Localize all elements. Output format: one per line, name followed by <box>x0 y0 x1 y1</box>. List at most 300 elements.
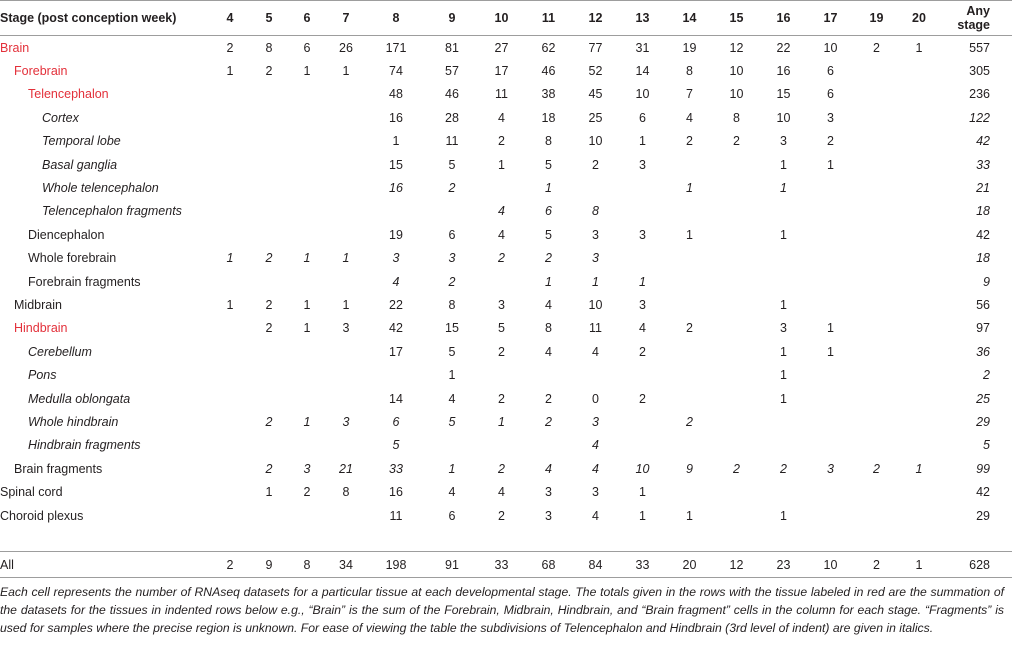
count-cell: 3 <box>780 134 787 149</box>
count-cell: 1 <box>545 274 552 289</box>
table-row <box>0 223 1012 246</box>
count-cell <box>713 223 760 246</box>
count-cell: 2 <box>498 508 505 523</box>
count-cell: 1 <box>342 297 350 312</box>
count-cell: 2 <box>545 251 552 266</box>
count-cell <box>250 106 288 129</box>
count-cell <box>326 223 366 246</box>
count-cell: 5 <box>392 438 400 453</box>
count-cell <box>210 317 250 340</box>
any-stage-total: 97 <box>976 321 990 336</box>
count-cell: 1 <box>780 391 787 406</box>
count-cell: 4 <box>498 110 505 125</box>
count-cell <box>326 106 366 129</box>
count-cell: 171 <box>385 40 407 55</box>
table-row <box>0 387 1012 410</box>
tissue-label: Spinal cord <box>0 485 63 500</box>
count-cell <box>713 270 760 293</box>
count-cell: 10 <box>823 40 838 55</box>
count-cell <box>854 434 899 457</box>
count-cell: 1 <box>592 274 599 289</box>
table-caption: Each cell represents the number of RNAseq datasets for a particular tissue at each developmental stage. The totals given in the rows with the tissue labeled in red are the summation of the datasets for the tissues in indented rows below e.g., “Brain” is the sum of the Forebrain, Midbrain, Hindbrain, and “Brain fragment” cells in the column for each stage. “Fragments” is used for samples where the precise region is unknown. For ease of viewing the table the subdivisions of Telencephalon and Hindbrain (3rd level of indent) are given in italics. <box>0 585 1004 636</box>
count-cell <box>525 434 572 457</box>
count-cell <box>713 293 760 316</box>
count-cell <box>210 457 250 480</box>
count-cell <box>854 247 899 270</box>
count-cell <box>807 480 854 503</box>
count-cell <box>899 200 939 223</box>
count-cell <box>250 200 288 223</box>
count-cell: 3 <box>392 251 400 266</box>
count-cell <box>760 200 807 223</box>
count-cell: 4 <box>592 344 599 359</box>
count-cell <box>426 200 478 223</box>
count-cell: 2 <box>265 321 273 336</box>
count-cell <box>326 504 366 527</box>
count-cell: 1 <box>303 414 311 429</box>
count-cell: 19 <box>389 227 403 242</box>
week-header: 15 <box>713 1 760 36</box>
count-cell <box>326 363 366 386</box>
count-cell: 1 <box>686 227 693 242</box>
count-cell: 8 <box>545 134 552 149</box>
table-row <box>0 270 1012 293</box>
count-cell <box>854 153 899 176</box>
count-cell: 1 <box>545 181 552 196</box>
count-cell: 57 <box>445 64 459 79</box>
count-cell <box>326 153 366 176</box>
tissue-label: Forebrain fragments <box>28 274 141 289</box>
count-cell: 3 <box>639 297 646 312</box>
table-row <box>0 200 1012 223</box>
all-count-cell: 23 <box>760 552 807 578</box>
tissue-label: Telencephalon <box>28 87 109 102</box>
count-cell: 4 <box>498 204 505 219</box>
count-cell <box>288 504 326 527</box>
count-cell: 52 <box>588 64 603 79</box>
count-cell: 3 <box>303 461 311 476</box>
count-cell <box>619 363 666 386</box>
table-row <box>0 36 1012 60</box>
count-cell: 2 <box>498 461 505 476</box>
all-count-cell: 91 <box>426 552 478 578</box>
table-row <box>0 176 1012 199</box>
count-cell <box>899 293 939 316</box>
count-cell: 3 <box>342 321 350 336</box>
count-cell: 1 <box>265 485 273 500</box>
count-cell <box>854 83 899 106</box>
count-cell <box>713 387 760 410</box>
any-stage-total: 36 <box>976 344 990 359</box>
count-cell <box>899 504 939 527</box>
count-cell <box>478 363 525 386</box>
count-cell <box>210 153 250 176</box>
count-cell: 2 <box>265 297 273 312</box>
count-cell: 3 <box>639 157 646 172</box>
count-cell: 3 <box>827 461 834 476</box>
count-cell <box>666 293 713 316</box>
count-cell <box>288 83 326 106</box>
count-cell <box>619 176 666 199</box>
week-header: 13 <box>619 1 666 36</box>
count-cell: 14 <box>389 391 403 406</box>
count-cell <box>666 247 713 270</box>
count-cell <box>854 223 899 246</box>
count-cell: 6 <box>392 414 400 429</box>
all-count-cell: 9 <box>250 552 288 578</box>
count-cell <box>713 480 760 503</box>
tissue-label: Basal ganglia <box>42 157 118 172</box>
count-cell <box>807 410 854 433</box>
count-cell: 1 <box>915 461 923 476</box>
count-cell: 1 <box>226 251 234 266</box>
count-cell <box>713 153 760 176</box>
count-cell: 6 <box>448 508 456 523</box>
count-cell <box>899 387 939 410</box>
count-cell <box>899 434 939 457</box>
any-stage-total: 122 <box>969 110 990 125</box>
tissue-label: Brain <box>0 40 30 55</box>
count-cell: 2 <box>545 414 552 429</box>
count-cell: 4 <box>498 227 505 242</box>
count-cell: 1 <box>342 251 350 266</box>
count-cell: 16 <box>389 110 403 125</box>
count-cell <box>210 223 250 246</box>
count-cell <box>854 176 899 199</box>
count-cell <box>854 270 899 293</box>
count-cell: 4 <box>545 344 552 359</box>
count-cell: 3 <box>448 251 456 266</box>
count-cell: 3 <box>592 251 599 266</box>
count-cell: 2 <box>873 40 880 55</box>
count-cell <box>713 340 760 363</box>
count-cell: 1 <box>498 157 505 172</box>
count-cell: 2 <box>265 461 273 476</box>
count-cell: 3 <box>592 485 599 500</box>
count-cell <box>713 176 760 199</box>
week-header: 14 <box>666 1 713 36</box>
count-cell: 8 <box>545 321 552 336</box>
all-count-cell: 34 <box>326 552 366 578</box>
count-cell <box>525 363 572 386</box>
count-cell: 8 <box>686 64 693 79</box>
count-cell: 2 <box>265 414 273 429</box>
count-cell: 8 <box>592 204 599 219</box>
spacer-row <box>0 527 1012 552</box>
count-cell <box>807 363 854 386</box>
count-cell: 3 <box>639 227 646 242</box>
count-cell: 4 <box>545 297 552 312</box>
count-cell: 2 <box>265 64 273 79</box>
count-cell: 1 <box>303 251 311 266</box>
count-cell <box>666 480 713 503</box>
count-cell: 4 <box>498 485 505 500</box>
count-cell: 2 <box>498 251 505 266</box>
count-cell: 1 <box>827 321 834 336</box>
tissue-label: Hindbrain fragments <box>28 438 141 453</box>
count-cell: 46 <box>541 64 556 79</box>
count-cell: 2 <box>448 274 456 289</box>
count-cell <box>426 434 478 457</box>
count-cell: 2 <box>545 391 552 406</box>
tissue-label: Whole telencephalon <box>42 181 159 196</box>
count-cell: 28 <box>445 110 459 125</box>
count-cell: 6 <box>448 227 456 242</box>
count-cell <box>366 363 426 386</box>
table-row <box>0 83 1012 106</box>
count-cell <box>288 106 326 129</box>
count-cell <box>760 410 807 433</box>
count-cell: 5 <box>498 321 505 336</box>
count-cell <box>899 340 939 363</box>
all-total-row <box>0 552 1012 578</box>
count-cell: 1 <box>342 64 350 79</box>
count-cell: 2 <box>448 181 456 196</box>
tissue-label: Diencephalon <box>28 227 105 242</box>
count-cell <box>899 363 939 386</box>
count-cell: 3 <box>592 227 599 242</box>
count-cell: 74 <box>389 64 403 79</box>
count-cell: 1 <box>915 40 923 55</box>
count-cell: 11 <box>389 508 403 523</box>
count-cell: 1 <box>392 134 400 149</box>
count-cell: 25 <box>588 110 603 125</box>
count-cell: 14 <box>635 64 650 79</box>
count-cell: 2 <box>686 414 693 429</box>
count-cell <box>210 130 250 153</box>
any-stage-total: 42 <box>976 227 990 242</box>
count-cell: 4 <box>545 461 552 476</box>
count-cell: 8 <box>448 297 456 312</box>
table-row <box>0 247 1012 270</box>
count-cell: 2 <box>686 321 693 336</box>
count-cell: 11 <box>589 321 602 336</box>
count-cell <box>854 387 899 410</box>
count-cell <box>210 200 250 223</box>
any-stage-header: Any stage <box>939 1 1012 36</box>
count-cell: 1 <box>780 344 787 359</box>
tissue-label: Hindbrain <box>14 321 68 336</box>
count-cell <box>713 363 760 386</box>
count-cell: 2 <box>639 344 646 359</box>
any-stage-total: 25 <box>976 391 990 406</box>
stage-header: Stage (post conception week) <box>0 1 210 36</box>
count-cell: 1 <box>780 508 787 523</box>
all-count-cell: 12 <box>713 552 760 578</box>
count-cell <box>288 387 326 410</box>
count-cell: 1 <box>827 157 834 172</box>
count-cell <box>899 480 939 503</box>
table-body <box>0 36 1012 578</box>
count-cell <box>288 340 326 363</box>
count-cell <box>478 270 525 293</box>
count-cell: 8 <box>342 485 350 500</box>
count-cell <box>326 83 366 106</box>
count-cell: 5 <box>448 157 456 172</box>
count-cell: 38 <box>541 87 556 102</box>
week-header: 9 <box>426 1 478 36</box>
tissue-label: Whole hindbrain <box>28 414 119 429</box>
count-cell <box>854 293 899 316</box>
count-cell: 2 <box>780 461 787 476</box>
count-cell <box>666 153 713 176</box>
count-cell: 4 <box>592 438 599 453</box>
count-cell <box>807 387 854 410</box>
count-cell: 1 <box>780 368 787 383</box>
week-header: 19 <box>854 1 899 36</box>
any-stage-total: 99 <box>976 461 990 476</box>
any-stage-total: 29 <box>976 508 990 523</box>
all-count-cell: 20 <box>666 552 713 578</box>
count-cell <box>713 247 760 270</box>
count-cell: 10 <box>729 64 744 79</box>
all-count-cell: 2 <box>210 552 250 578</box>
count-cell: 4 <box>592 461 599 476</box>
any-stage-total: 33 <box>976 157 990 172</box>
count-cell <box>713 200 760 223</box>
count-cell: 5 <box>448 344 456 359</box>
count-cell: 3 <box>780 321 787 336</box>
count-cell: 4 <box>639 321 646 336</box>
week-header: 6 <box>288 1 326 36</box>
count-cell <box>899 223 939 246</box>
count-cell: 21 <box>339 461 353 476</box>
count-cell <box>619 434 666 457</box>
count-cell: 1 <box>639 274 646 289</box>
table-row <box>0 317 1012 340</box>
all-count-cell: 33 <box>478 552 525 578</box>
any-stage-total: 18 <box>976 204 990 219</box>
all-count-cell: 8 <box>288 552 326 578</box>
tissue-label: Cerebellum <box>28 344 92 359</box>
count-cell <box>288 176 326 199</box>
any-stage-total: 18 <box>976 251 990 266</box>
count-cell: 62 <box>541 40 556 55</box>
table-row <box>0 363 1012 386</box>
count-cell: 6 <box>639 110 646 125</box>
table-row <box>0 434 1012 457</box>
count-cell: 1 <box>448 461 456 476</box>
count-cell: 2 <box>733 461 740 476</box>
count-cell <box>619 200 666 223</box>
count-cell <box>899 247 939 270</box>
count-cell: 1 <box>639 134 646 149</box>
count-cell <box>807 200 854 223</box>
count-cell <box>713 504 760 527</box>
count-cell: 16 <box>389 485 403 500</box>
count-cell <box>666 387 713 410</box>
count-cell <box>210 410 250 433</box>
tissue-label: Whole forebrain <box>28 251 117 266</box>
count-cell: 11 <box>445 134 459 149</box>
count-cell: 26 <box>339 40 353 55</box>
count-cell: 3 <box>827 110 834 125</box>
count-cell <box>899 317 939 340</box>
week-header: 17 <box>807 1 854 36</box>
table-row <box>0 59 1012 82</box>
count-cell: 19 <box>682 40 697 55</box>
count-cell: 1 <box>827 344 834 359</box>
count-cell <box>250 130 288 153</box>
count-cell <box>854 130 899 153</box>
count-cell: 33 <box>389 461 403 476</box>
count-cell: 10 <box>729 87 744 102</box>
count-cell <box>210 340 250 363</box>
count-cell: 18 <box>541 110 556 125</box>
count-cell <box>250 153 288 176</box>
count-cell <box>288 200 326 223</box>
count-cell: 8 <box>733 110 740 125</box>
count-cell: 45 <box>588 87 603 102</box>
count-cell: 46 <box>445 87 459 102</box>
week-header: 4 <box>210 1 250 36</box>
count-cell <box>666 363 713 386</box>
tissue-label: Brain fragments <box>14 461 103 476</box>
any-stage-total: 21 <box>976 181 990 196</box>
week-header: 8 <box>366 1 426 36</box>
count-cell <box>899 153 939 176</box>
count-cell <box>210 434 250 457</box>
count-cell: 3 <box>545 485 552 500</box>
count-cell: 5 <box>448 414 456 429</box>
count-cell <box>760 434 807 457</box>
count-cell: 3 <box>545 508 552 523</box>
count-cell: 12 <box>729 40 744 55</box>
count-cell: 2 <box>733 134 740 149</box>
count-cell: 2 <box>303 485 311 500</box>
count-cell <box>666 434 713 457</box>
count-cell <box>807 293 854 316</box>
count-cell: 4 <box>448 391 456 406</box>
tissue-label: Cortex <box>42 110 79 125</box>
count-cell: 81 <box>445 40 459 55</box>
tissue-label: Forebrain <box>14 64 68 79</box>
count-cell: 2 <box>827 134 834 149</box>
table-row <box>0 106 1012 129</box>
count-cell: 10 <box>588 134 603 149</box>
count-cell <box>288 434 326 457</box>
count-cell: 2 <box>265 251 273 266</box>
table-row <box>0 293 1012 316</box>
count-cell <box>210 176 250 199</box>
count-cell <box>250 223 288 246</box>
count-cell: 1 <box>448 368 456 383</box>
count-cell: 6 <box>827 64 834 79</box>
count-cell: 2 <box>226 40 234 55</box>
count-cell <box>366 200 426 223</box>
count-cell <box>713 410 760 433</box>
count-cell: 1 <box>686 181 693 196</box>
count-cell <box>760 270 807 293</box>
count-cell <box>250 504 288 527</box>
count-cell: 1 <box>780 227 787 242</box>
tissue-label: Telencephalon fragments <box>42 204 182 219</box>
count-cell: 16 <box>389 181 403 196</box>
count-cell <box>760 247 807 270</box>
count-cell <box>807 504 854 527</box>
count-cell <box>326 387 366 410</box>
count-cell: 77 <box>588 40 603 55</box>
count-cell: 10 <box>588 297 603 312</box>
count-cell: 5 <box>545 157 552 172</box>
count-cell <box>326 200 366 223</box>
week-header: 11 <box>525 1 572 36</box>
count-cell <box>899 59 939 82</box>
count-cell <box>326 130 366 153</box>
count-cell: 42 <box>389 321 403 336</box>
count-cell: 3 <box>592 414 599 429</box>
count-cell: 5 <box>545 227 552 242</box>
